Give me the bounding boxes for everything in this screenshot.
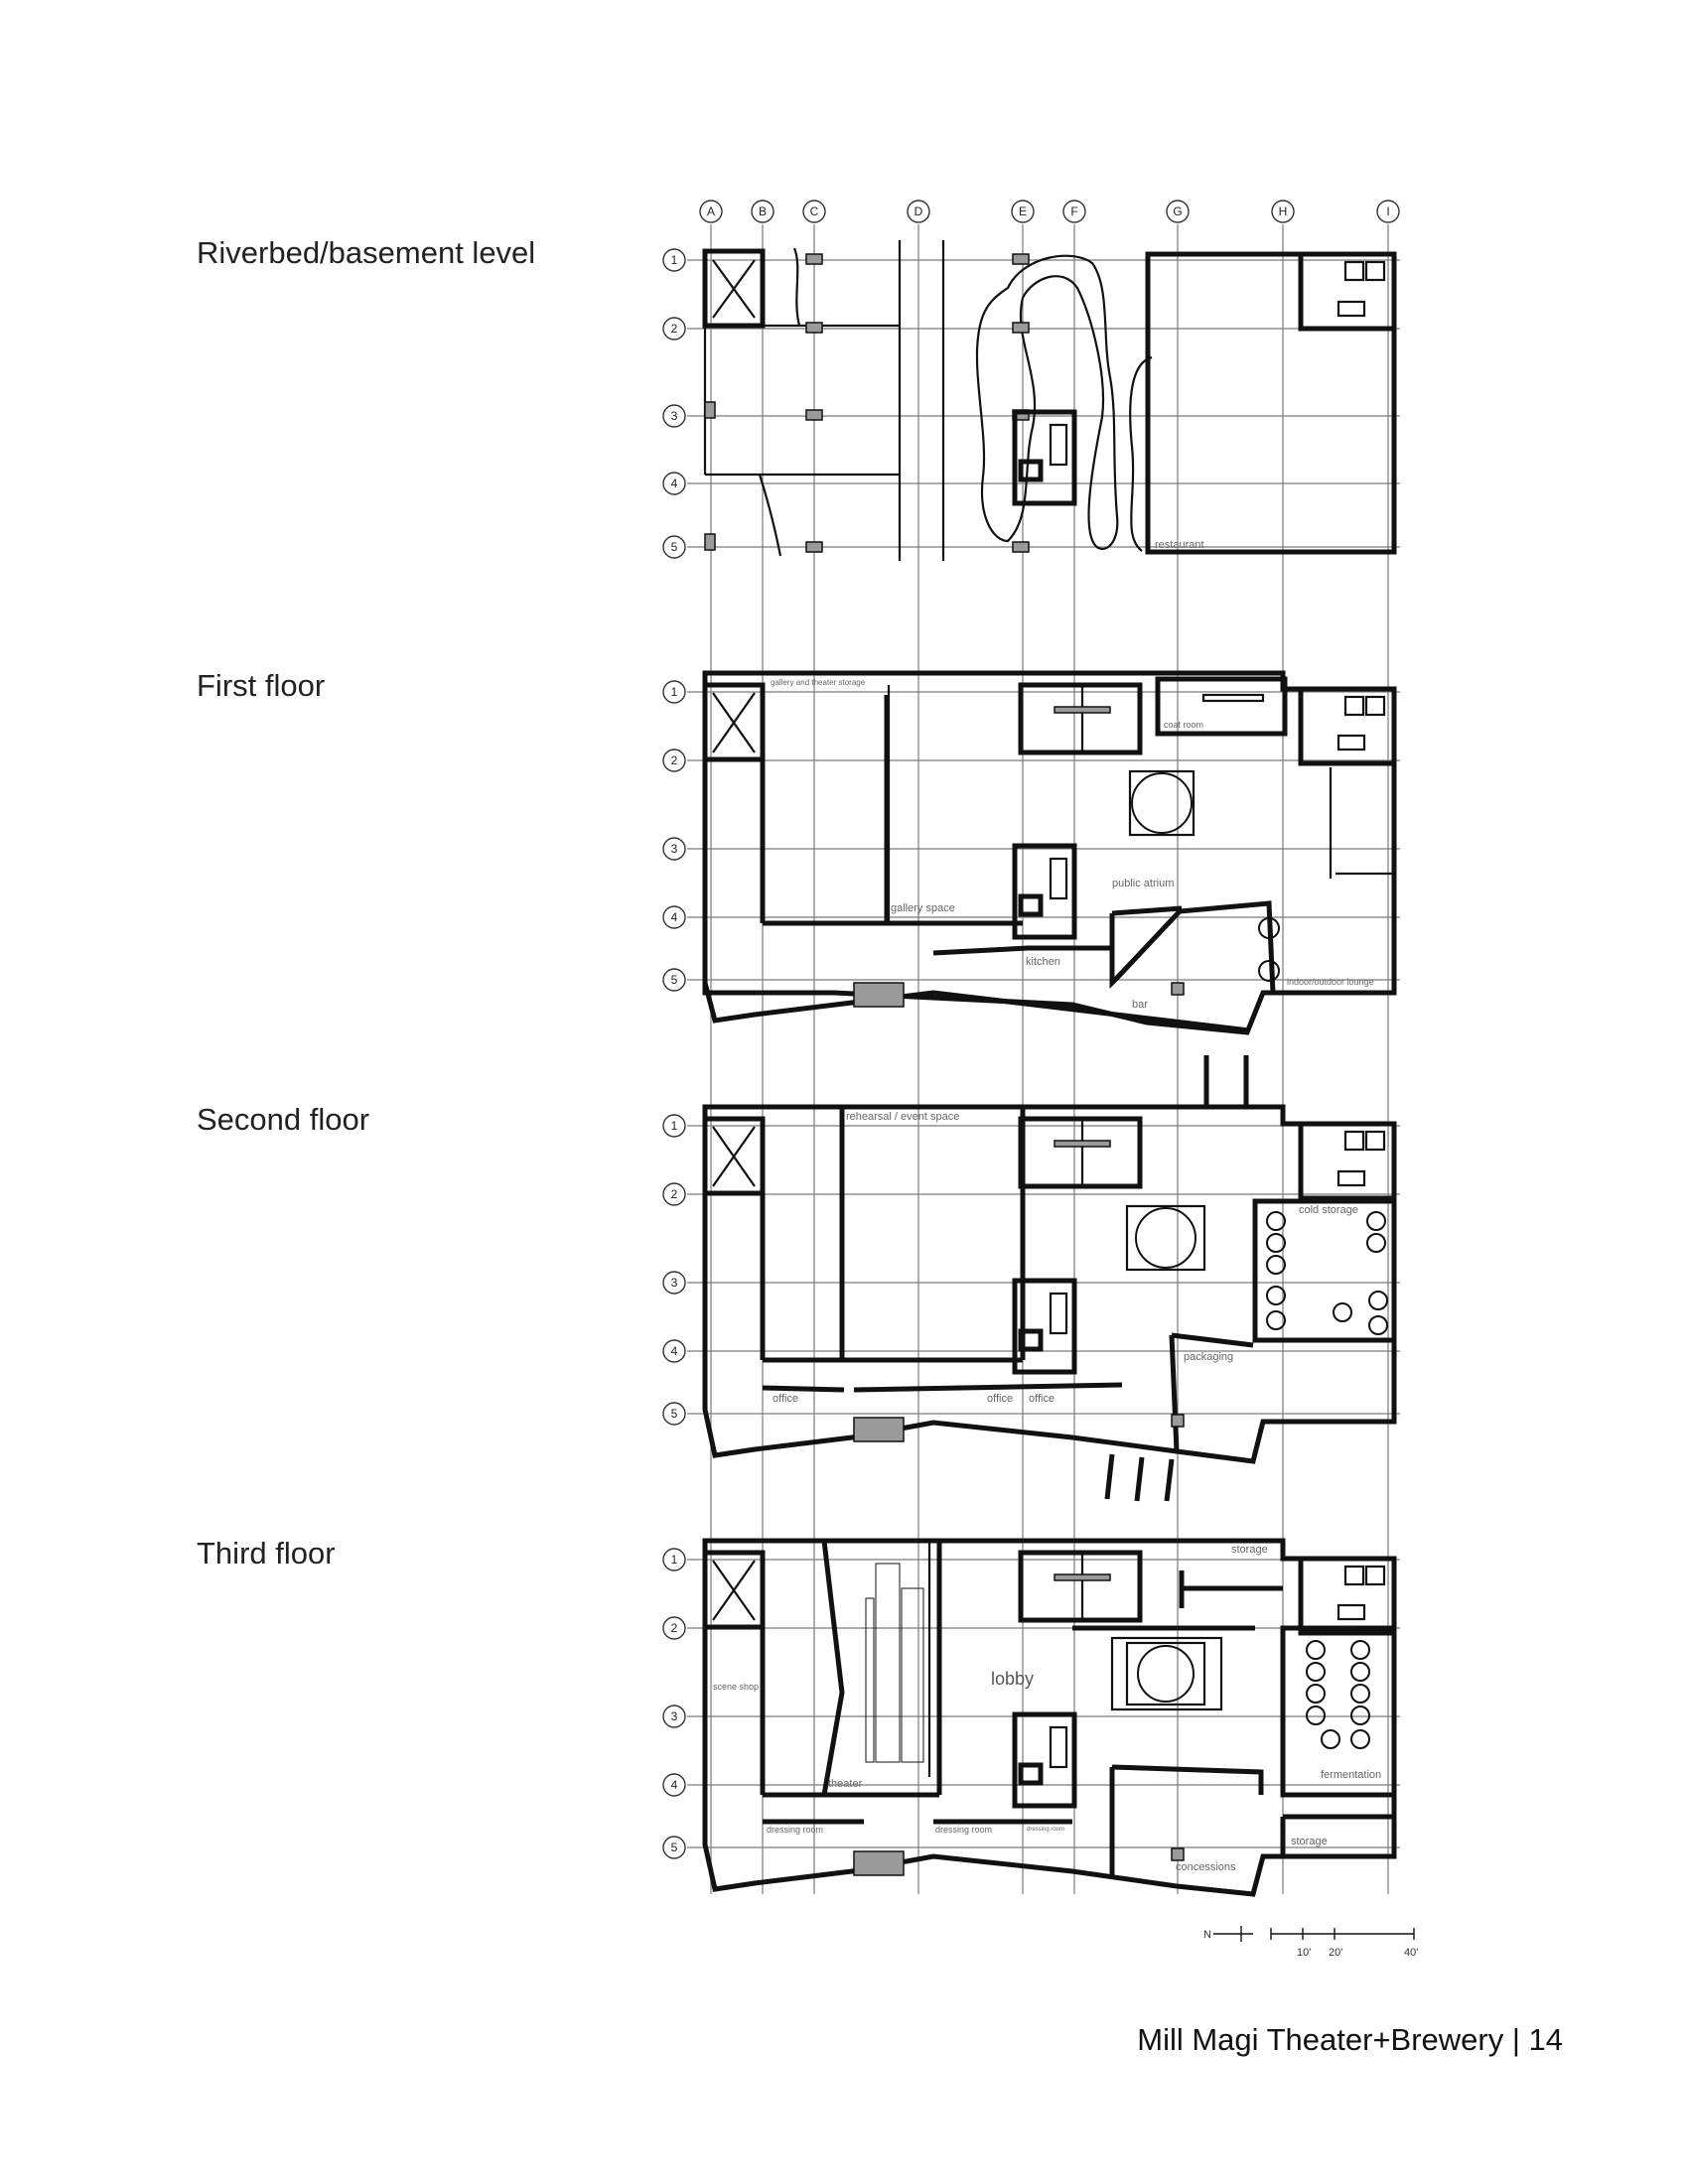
- grid-bubble-row-label: 4: [670, 1778, 678, 1792]
- plan-first-floor: [705, 673, 1394, 1032]
- room-label-office-1: office: [773, 1393, 799, 1405]
- fermentation-tanks: [1307, 1641, 1369, 1748]
- grid-bubble-row-label: 1: [670, 1553, 678, 1567]
- grid-bubble-col-label: G: [1173, 205, 1183, 218]
- room-label-fermentation: fermentation: [1321, 1769, 1382, 1781]
- footer-page-title: Mill Magi Theater+Brewery | 14: [1137, 2022, 1563, 2057]
- grid-bubble-row-label: 2: [670, 1187, 678, 1201]
- grid-bubble-row-label: 5: [670, 1407, 678, 1421]
- grid-bubble-col-label: F: [1070, 205, 1078, 218]
- room-label-rehearsal-event-space: rehearsal / event space: [846, 1111, 960, 1123]
- room-label-cold-storage: cold storage: [1299, 1204, 1358, 1216]
- grid-bubble-row-label: 4: [670, 910, 678, 924]
- room-label-office-3: office: [1029, 1393, 1055, 1405]
- room-label-dressing-room-2: dressing room: [935, 1825, 993, 1835]
- level-title-third-floor: Third floor: [197, 1536, 336, 1570]
- grid-bubble-row-label: 5: [670, 1841, 678, 1854]
- grid-bubble-col-label: H: [1278, 205, 1288, 218]
- room-label-bar: bar: [1132, 999, 1148, 1011]
- grid-bubble-row-label: 5: [670, 973, 678, 987]
- theater-seating: [866, 1564, 923, 1762]
- plan-third-floor: [705, 1541, 1394, 1894]
- room-label-coat-room: coat room: [1164, 720, 1204, 730]
- grid-bubble-col-label: D: [914, 205, 923, 218]
- grid-bubble-row-label: 4: [670, 477, 678, 490]
- grid-bubble-row-label: 2: [670, 322, 678, 336]
- grid-bubble-col-label: I: [1386, 205, 1390, 218]
- grid-bubble-row-label: 1: [670, 253, 678, 267]
- room-label-storage-top: storage: [1231, 1544, 1268, 1556]
- scale-tick-20: 20': [1329, 1947, 1343, 1959]
- scale-tick-40: 40': [1404, 1947, 1419, 1959]
- room-label-dressing-room-1: dressing room: [767, 1825, 824, 1835]
- grid-bubble-row-label: 3: [670, 1276, 678, 1290]
- grid-column-bubbles: [700, 201, 1399, 222]
- grid-bubble-row-label: 1: [670, 1119, 678, 1133]
- room-label-gallery-space: gallery space: [891, 902, 955, 914]
- scale-bar: [1203, 1926, 1418, 1959]
- grid-bubble-col-label: B: [758, 205, 768, 218]
- grid-bubble-row-label: 1: [670, 685, 678, 699]
- room-label-packaging: packaging: [1184, 1351, 1234, 1363]
- room-label-restaurant: restaurant: [1155, 539, 1204, 551]
- room-label-public-atrium: public atrium: [1112, 878, 1175, 889]
- room-label-indoor-outdoor-lounge: indoor/outdoor lounge: [1287, 977, 1374, 987]
- level-title-basement: Riverbed/basement level: [197, 235, 536, 270]
- grid-bubble-row-label: 2: [670, 1621, 678, 1635]
- grid-row-bubbles: [663, 249, 685, 1858]
- grid-bubble-col-label: C: [809, 205, 819, 218]
- cold-storage-tanks: [1267, 1212, 1387, 1334]
- room-label-office-2: office: [987, 1393, 1014, 1405]
- room-label-scene-shop: scene shop: [713, 1682, 760, 1692]
- room-label-storage-bottom: storage: [1291, 1836, 1328, 1847]
- grid-bubble-row-label: 4: [670, 1344, 678, 1358]
- grid-bubble-row-label: 2: [670, 753, 678, 767]
- room-label-dressing-room-3: dressing room: [1027, 1827, 1065, 1833]
- plan-second-floor: [705, 1055, 1394, 1501]
- plan-basement: [705, 240, 1394, 561]
- grid-bubble-row-label: 3: [670, 1709, 678, 1723]
- room-label-lobby: lobby: [991, 1669, 1035, 1689]
- room-label-theater: theater: [828, 1778, 863, 1790]
- north-arrow-label: N: [1203, 1929, 1211, 1941]
- level-title-first-floor: First floor: [197, 668, 326, 703]
- grid-bubble-col-label: E: [1018, 205, 1028, 218]
- grid-bubble-row-label: 5: [670, 540, 678, 554]
- grid-bubble-col-label: A: [706, 205, 716, 218]
- grid-bubble-row-label: 3: [670, 842, 678, 856]
- room-label-concessions: concessions: [1176, 1861, 1236, 1873]
- scale-tick-10: 10': [1297, 1947, 1312, 1959]
- level-title-second-floor: Second floor: [197, 1102, 370, 1137]
- room-label-gallery-theater-storage: gallery and theater storage: [771, 678, 866, 687]
- grid-bubble-row-label: 3: [670, 409, 678, 423]
- room-label-kitchen: kitchen: [1026, 956, 1060, 968]
